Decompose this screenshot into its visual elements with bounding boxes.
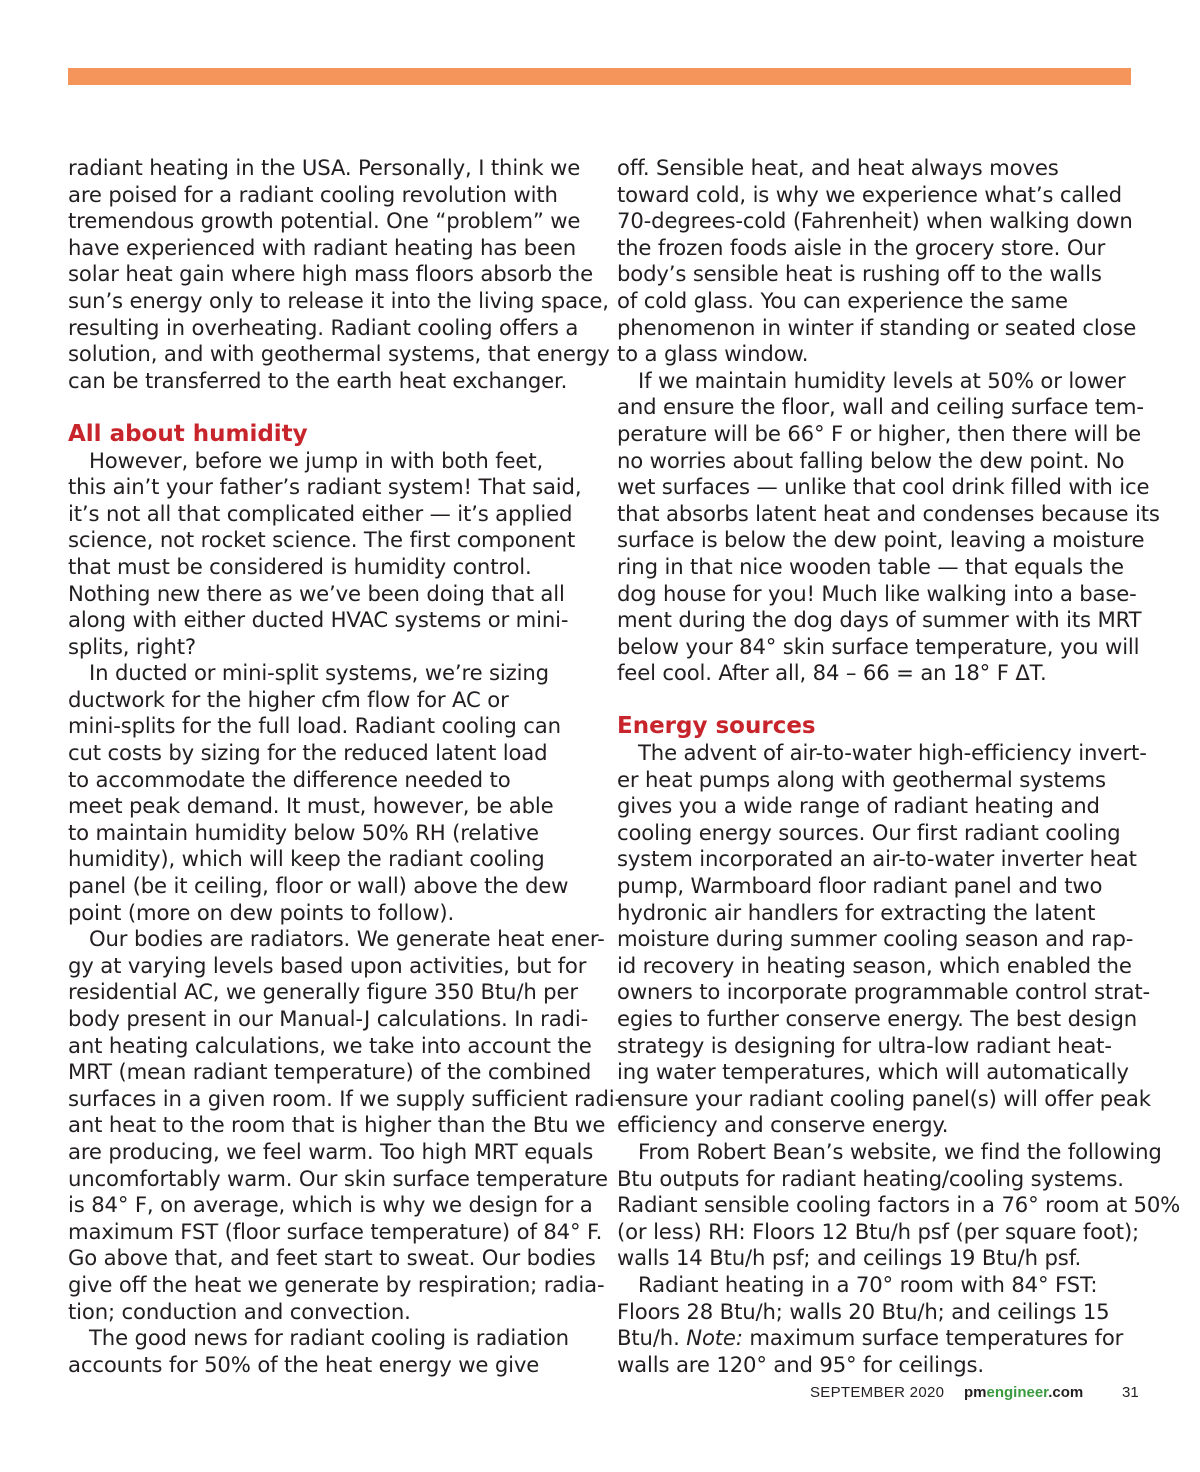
right-paragraph-4 [617,1138,1181,1272]
text-line: ductwork for the higher cfm flow for AC or [68,686,509,712]
text-line: hydronic air handlers for extracting the latent [617,899,1096,925]
right-paragraph-3 [617,740,1151,1139]
footer-site-prefix: pm [964,1384,987,1401]
right-paragraph-5-lines [617,1272,1137,1325]
note-rest: maximum surface temperatures for [742,1325,1124,1351]
text-line: cut costs by sizing for the reduced latent load [68,740,548,766]
text-line: body present in our Manual-J calculations. In radi- [68,1006,589,1031]
text-line: that absorbs latent heat and condenses because its [617,500,1160,526]
text-line: moisture during summer cooling season and rap- [617,926,1134,952]
text-line: radiant heating in the USA. Personally, I think we [68,155,581,180]
text-line: to a glass window. [617,341,809,367]
text-line: system incorporated an air-to-water inverter heat [617,846,1137,872]
text-line: meet peak demand. It must, however, be able [68,793,554,819]
text-line: residential AC, we generally figure 350 Btu/h per [68,979,578,1005]
text-line: no worries about falling below the dew point. No [617,447,1125,473]
text-line: of cold glass. You can experience the same [617,287,1068,313]
text-line: ment during the dog days of summer with its MRT [617,607,1142,633]
text-line: along with either ducted HVAC systems or mini- [68,607,569,633]
text-line: the frozen foods aisle in the grocery store. Our [617,234,1106,260]
note-label: Note: [686,1325,743,1351]
page-number: 31 [1122,1384,1139,1401]
text-line: ring in that nice wooden table — that equals the [617,553,1124,579]
text-line: dog house for you! Much like walking into a base- [617,580,1137,606]
text-line: perature will be 66° F or higher, then there will be [617,420,1142,446]
right-paragraph-5 [617,1272,1137,1378]
text-line: The good news for radiant cooling is radiation [89,1325,569,1351]
text-line: it’s not all that complicated either — it’s applied [68,500,573,526]
text-line: From Robert Bean’s website, we find the following [638,1138,1162,1164]
text-line: to maintain humidity below 50% RH (relative [68,819,539,845]
right-paragraph-1 [617,155,1137,368]
text-line: owners to incorporate programmable control strat- [617,979,1151,1005]
text-line: off. Sensible heat, and heat always moves [617,155,1059,180]
heading-all-about-humidity: All about humidity [68,420,308,447]
text-line: (or less) RH: Floors 12 Btu/h psf (per square foot); [617,1218,1140,1244]
text-line: surfaces in a given room. If we supply sufficient radi- [68,1085,623,1111]
text-line: ensure your radiant cooling panel(s) will offer peak [617,1085,1151,1111]
text-line: phenomenon in winter if standing or seated close [617,314,1137,340]
footer-site-brand: engineer [986,1384,1049,1401]
text-line: gy at varying levels based upon activities, but for [68,952,587,978]
text-line: tion; conduction and convection. [68,1298,411,1324]
text-line: Our bodies are radiators. We generate heat ener- [89,926,605,952]
top-accent-bar [68,68,1131,85]
text-line: are poised for a radiant cooling revolution with [68,181,558,207]
text-line: to accommodate the difference needed to [68,766,511,792]
text-line: In ducted or mini-split systems, we’re sizing [89,660,549,686]
text-line: below your 84° skin surface temperature, you will [617,633,1140,659]
footer-website [964,1384,1083,1401]
text-line: toward cold, is why we experience what’s called [617,181,1122,207]
text-line: strategy is designing for ultra-low radiant heat- [617,1032,1112,1058]
left-column [68,155,623,1378]
text-line: gives you a wide range of radiant heating and [617,793,1100,819]
text-line: However, before we jump in with both feet, [89,447,544,473]
left-paragraph-1 [68,155,610,394]
text-line: that must be considered is humidity control. [68,553,532,579]
text-line: wet surfaces — unlike that cool drink filled with ice [617,474,1150,500]
text-line: Radiant heating in a 70° room with 84° FST: [638,1271,1098,1297]
left-paragraph-4 [68,926,623,1325]
text-line: efficiency and conserve energy. [617,1112,949,1138]
text-line: If we maintain humidity levels at 50% or lower [638,367,1126,393]
text-line: er heat pumps along with geothermal systems [617,766,1106,792]
text-line: tremendous growth potential. One “problem” we [68,208,581,234]
footer-date: SEPTEMBER 2020 [810,1384,945,1401]
text-line: uncomfortably warm. Our skin surface temperature [68,1165,608,1191]
text-line: surface is below the dew point, leaving a moisture [617,527,1145,553]
text-line: 70-degrees-cold (Fahrenheit) when walking down [617,208,1133,234]
text-line: MRT (mean radiant temperature) of the combined [68,1059,592,1085]
heading-energy-sources: Energy sources [617,713,816,740]
left-paragraph-5 [68,1325,588,1378]
text-line: humidity), which will keep the radiant cooling [68,846,545,872]
text-line: Btu outputs for radiant heating/cooling systems. [617,1165,1124,1191]
text-line: mini-splits for the full load. Radiant cooling can [68,713,561,739]
text-line: panel (be it ceiling, floor or wall) above the dew [68,873,569,899]
text-line: and ensure the floor, wall and ceiling surface tem- [617,394,1144,420]
note-prefix: Btu/h. [617,1325,687,1351]
note-last-line: walls are 120° and 95° for ceilings. [617,1351,984,1377]
note-line [617,1325,1137,1352]
text-line: Nothing new there as we’ve been doing that all [68,580,565,606]
text-line: ant heat to the room that is higher than the Btu we [68,1112,606,1138]
text-line: solution, and with geothermal systems, that energy [68,341,610,367]
text-line: are producing, we feel warm. Too high MRT equals [68,1138,594,1164]
text-line: Radiant sensible cooling factors in a 76° room at 50% [617,1192,1181,1218]
footer-site-suffix: .com [1048,1384,1084,1401]
text-line: is 84° F, on average, which is why we design for a [68,1192,593,1218]
text-line: this ain’t your father’s radiant system! That said, [68,474,582,500]
left-paragraph-3 [68,660,588,926]
text-line: splits, right? [68,633,197,659]
text-line: walls 14 Btu/h psf; and ceilings 19 Btu/h psf. [617,1245,1082,1271]
text-line: accounts for 50% of the heat energy we give [68,1351,540,1377]
text-line: resulting in overheating. Radiant cooling offers a [68,314,579,340]
text-line: ant heating calculations, we take into account the [68,1032,592,1058]
text-line: id recovery in heating season, which enabled the [617,952,1132,978]
text-line: ing water temperatures, which will automatically [617,1059,1129,1085]
text-line: body’s sensible heat is rushing off to the walls [617,261,1102,287]
text-line: The advent of air-to-water high-efficiency invert- [638,740,1147,766]
right-paragraph-2 [617,367,1160,687]
text-line: have experienced with radiant heating has been [68,234,576,260]
text-line: give off the heat we generate by respiration; radia- [68,1271,605,1297]
text-line: feel cool. After all, 84 – 66 = an 18° F ΔT. [617,660,1047,686]
text-line: sun’s energy only to release it into the living space, [68,287,609,313]
left-paragraph-2 [68,448,588,661]
text-line: egies to further conserve energy. The best design [617,1006,1138,1031]
text-line: science, not rocket science. The first component [68,527,576,553]
text-line: Go above that, and feet start to sweat. Our bodies [68,1245,596,1271]
text-line: can be transferred to the earth heat exchanger. [68,367,568,393]
text-line: point (more on dew points to follow). [68,899,455,925]
text-line: Floors 28 Btu/h; walls 20 Btu/h; and ceilings 15 [617,1298,1110,1324]
text-line: solar heat gain where high mass floors absorb the [68,261,593,287]
text-line: maximum FST (floor surface temperature) of 84° F. [68,1218,603,1244]
right-column [617,155,1181,1378]
text-line: pump, Warmboard floor radiant panel and two [617,873,1103,899]
text-line: cooling energy sources. Our first radiant cooling [617,819,1121,845]
